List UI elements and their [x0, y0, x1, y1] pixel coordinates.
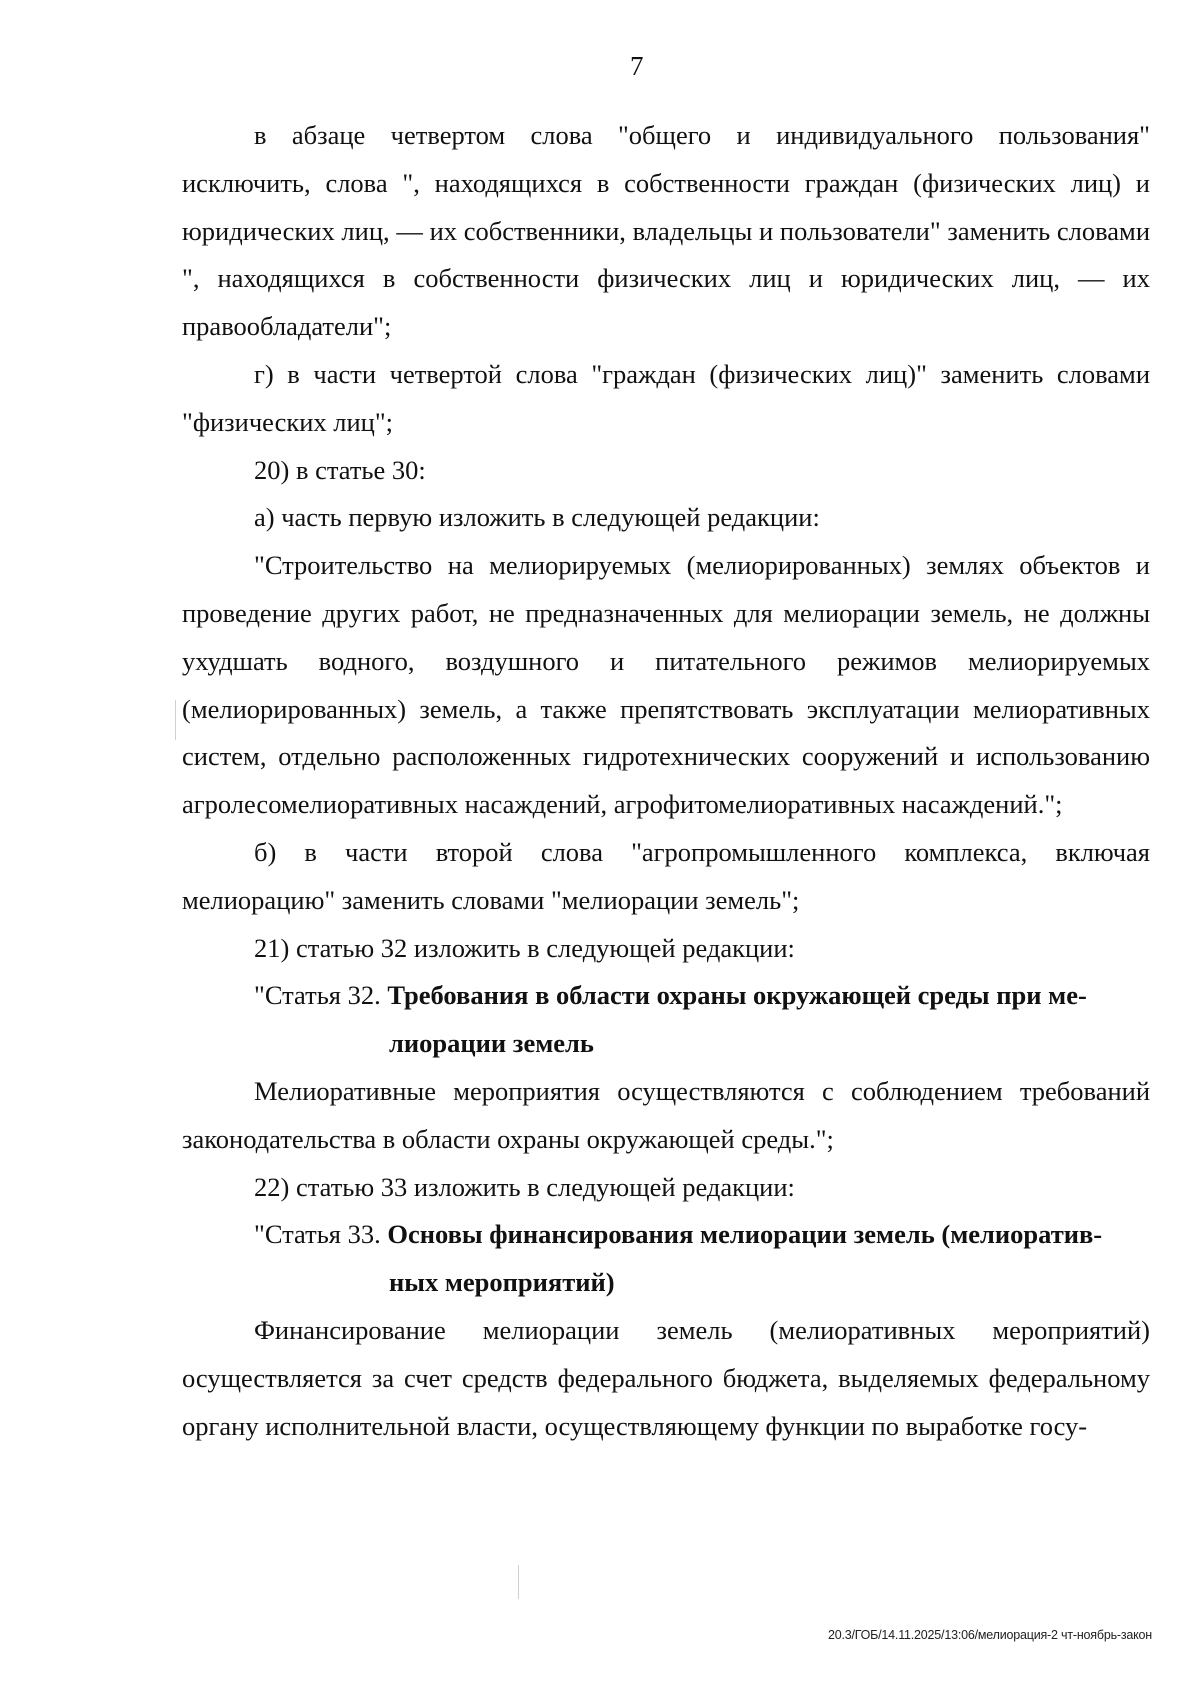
document-body: [182, 112, 1150, 1450]
article-33-heading: [182, 1211, 1150, 1307]
article-32-title-line1: Требования в области охраны окружающей среды при ме-: [387, 980, 1087, 1011]
paragraph-item-21: 21) статью 32 изложить в следующей редакции:: [254, 932, 795, 963]
paragraph-item-b: б) в части второй слова "агропромышленного комплекса, включая мелиорацию" заменить словами "мелиорации земель";: [182, 836, 1150, 915]
paragraph-abzac-chetvertyi: в абзаце четвертом слова "общего и индивидуального пользования" исключить, слова ", находящихся в собственности граждан (физических лиц) и юридических лиц, — их собственники, владельцы и пользователи" заменить словами ", находящихся в собственности физических лиц и юридических лиц, — их правообладатели";: [182, 120, 1150, 342]
article-33-title-line2: ных мероприятий): [389, 1267, 615, 1298]
article-32-text: Мелиоративные мероприятия осуществляются с соблюдением требований законодательства в области охраны окружающей среды.";: [182, 1075, 1150, 1154]
article-32-title-line2: лиорации земель: [389, 1028, 594, 1059]
scan-artifact-line: [175, 700, 176, 740]
paragraph-item-20: 20) в статье 30:: [254, 454, 426, 485]
paragraph-quoted-article-30: "Строительство на мелиорируемых (мелиорированных) землях объектов и проведение других работ, не предназначенных для мелиорации земель, не должны ухудшать водного, воздушного и питательного режимов мелиорируемых (мелиорированных) земель, а также препятствовать эксплуатации мелиоративных систем, отдельно расположенных гидротехнических сооружений и использованию агролесомелиоративных насаждений, агрофитомелиоративных насаждений.";: [182, 550, 1150, 820]
article-33-title-line1: Основы финансирования мелиорации земель (мелиоратив-: [387, 1219, 1103, 1250]
paragraph-item-a: а) часть первую изложить в следующей редакции:: [254, 502, 820, 533]
article-32-heading: [182, 972, 1150, 1068]
article-33-text: Финансирование мелиорации земель (мелиоративных мероприятий) осуществляется за счет средств федерального бюджета, выделяемых федеральному органу исполнительной власти, осуществляющему функции по выработке госу-: [182, 1314, 1150, 1441]
paragraph-item-22: 22) статью 33 изложить в следующей редакции:: [254, 1171, 795, 1202]
scan-artifact-line: [518, 1565, 519, 1599]
article-33-prefix: "Статья 33.: [254, 1219, 381, 1250]
article-32-prefix: "Статья 32.: [254, 980, 381, 1011]
page-number: 7: [630, 51, 644, 81]
paragraph-item-g: г) в части четвертой слова "граждан (физических лиц)" заменить словами "физических лиц";: [182, 358, 1150, 437]
document-footer-code: 20.3/ГОБ/14.11.2025/13:06/мелиорация-2 чт-ноябрь-закон: [827, 1628, 1152, 1642]
